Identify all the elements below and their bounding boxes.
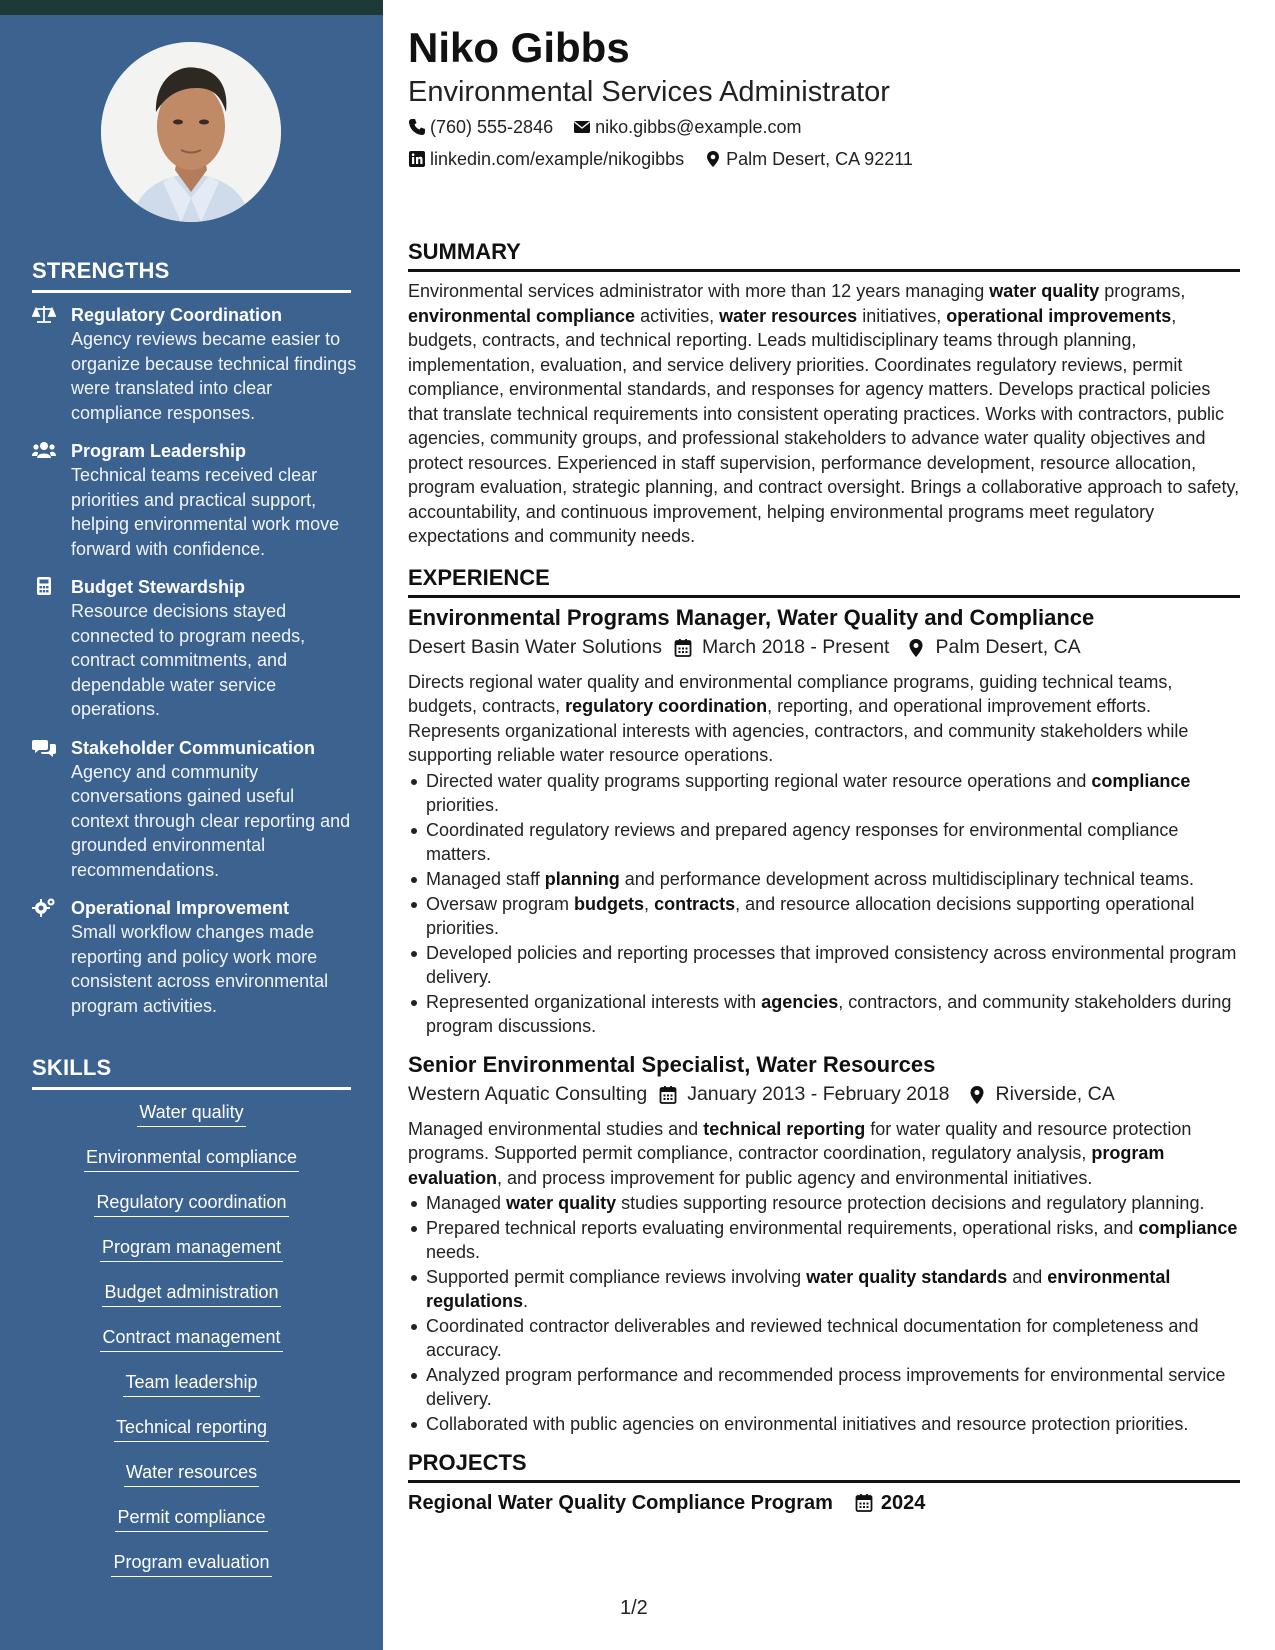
company — [408, 1083, 647, 1106]
calendar-icon — [659, 1085, 677, 1105]
skill-item — [32, 1371, 351, 1416]
bullet-item — [408, 1265, 1240, 1313]
bullet-item — [408, 941, 1240, 989]
strength-title: Budget Stewardship — [71, 577, 246, 597]
bullet-item — [408, 892, 1240, 940]
bullet-text-run: Coordinated contractor deliverables and reviewed technical documentation for completeness and accuracy. — [426, 1316, 1199, 1360]
phone-text: (760) 555-2846 — [430, 116, 554, 137]
skill-item — [32, 1236, 351, 1281]
bullet-item — [408, 818, 1240, 866]
strength-description: Agency reviews became easier to organize because technical findings were translated into clear compliance responses. — [71, 329, 357, 423]
project-year: 2024 — [880, 1491, 926, 1514]
calendar-icon — [855, 1493, 873, 1513]
company-name: Desert Basin Water Solutions — [408, 636, 662, 658]
skill-label: Budget administration — [102, 1281, 280, 1307]
bullet-item — [408, 1314, 1240, 1362]
bullet-text-run: Coordinated regulatory reviews and prepared agency responses for environmental compliance matters. — [426, 819, 1179, 864]
skill-item — [32, 1551, 351, 1596]
desc-keyword: program evaluation — [408, 1143, 1165, 1188]
bullet-item — [408, 1191, 1240, 1215]
contact-row — [408, 143, 1240, 175]
map-pin-icon — [907, 638, 925, 658]
job-location — [968, 1083, 1115, 1106]
desc-text-run: , and process improvement for public agency and environmental initiatives. — [497, 1167, 1093, 1188]
skills-list — [32, 1101, 351, 1596]
job-dates — [674, 636, 890, 659]
summary-keyword: environmental compliance — [408, 305, 636, 326]
bullet-item — [408, 990, 1240, 1038]
summary-text-run: initiatives, — [857, 305, 947, 326]
bullet-text-run: Managed — [426, 1193, 507, 1213]
bullet-text-run: , contractors, and community stakeholders during program discussions. — [426, 991, 1232, 1036]
skill-label: Team leadership — [123, 1371, 259, 1397]
email-text: niko.gibbs@example.com — [595, 116, 802, 137]
bullet-text-run: needs. — [426, 1242, 481, 1262]
bullet-keyword: compliance — [1091, 770, 1191, 791]
project-item — [408, 1487, 1240, 1519]
email-contact[interactable] — [573, 117, 801, 138]
skill-label: Technical reporting — [114, 1416, 269, 1442]
strength-description: Small workflow changes made reporting and policy work more consistent across environmental program activities. — [71, 922, 329, 1016]
strength-item — [32, 439, 357, 561]
bullet-text-run: Prepared technical reports evaluating environmental requirements, operational risks, and — [426, 1218, 1139, 1238]
calendar-icon — [674, 638, 692, 658]
candidate-name: Niko Gibbs — [408, 24, 630, 71]
skill-label: Environmental compliance — [84, 1146, 299, 1172]
bullet-text-run: Collaborated with public agencies on environmental initiatives and resource protection priorities. — [426, 1414, 1189, 1434]
strength-item — [32, 303, 357, 425]
projects-heading: PROJECTS — [408, 1450, 1240, 1483]
project-title: Regional Water Quality Compliance Program — [408, 1491, 833, 1514]
summary-paragraph — [408, 279, 1240, 549]
summary-keyword: water quality — [989, 281, 1100, 301]
skill-label: Water quality — [137, 1101, 245, 1127]
skill-label: Contract management — [100, 1326, 282, 1352]
comments-icon — [32, 737, 58, 757]
map-pin-icon — [968, 1085, 986, 1105]
experience-heading: EXPERIENCE — [408, 565, 1240, 598]
phone-icon — [408, 118, 426, 136]
desc-keyword: regulatory coordination — [565, 696, 768, 716]
bullet-item — [408, 867, 1240, 891]
job-dates — [659, 1083, 949, 1106]
strength-description: Agency and community conversations gained useful context through clear reporting and grounded environmental recommendations. — [71, 761, 351, 880]
bullet-item — [408, 1412, 1240, 1436]
skill-item — [32, 1281, 351, 1326]
skill-label: Regulatory coordination — [94, 1191, 288, 1217]
bullet-text-run: Supported permit compliance reviews involving — [426, 1267, 807, 1287]
company-name: Western Aquatic Consulting — [408, 1083, 648, 1105]
bullet-item — [408, 1216, 1240, 1264]
bullet-text-run: Managed staff — [426, 868, 545, 889]
job-location — [907, 636, 1080, 659]
linkedin-text: linkedin.com/example/nikogibbs — [430, 148, 685, 169]
phone-contact[interactable] — [408, 117, 553, 138]
skill-item — [32, 1461, 351, 1506]
strengths-list — [32, 303, 357, 1032]
balance-scale-icon — [32, 304, 58, 324]
bullet-text-run: , — [644, 893, 655, 914]
strength-title: Regulatory Coordination — [71, 305, 282, 325]
bullet-text-run: Directed water quality programs supporting regional water resource operations and — [426, 770, 1092, 791]
bullet-keyword: compliance — [1138, 1218, 1238, 1238]
linkedin-icon — [408, 150, 426, 168]
job-entry — [408, 1051, 1240, 1437]
bullet-keyword: environmental regulations — [426, 1267, 1171, 1311]
job-meta — [408, 1079, 1240, 1111]
summary-keyword: operational improvements — [946, 305, 1172, 326]
job-bullets — [408, 1191, 1240, 1436]
bullet-text-run: studies supporting resource protection decisions and regulatory planning. — [616, 1193, 1205, 1213]
bullet-item — [408, 1363, 1240, 1411]
desc-text-run: , reporting, and operational improvement efforts. Represents organizational interests with agencies, contractors, and community stakeholders while supporting reliable water resource operations. — [408, 696, 1189, 765]
main-content — [408, 22, 1240, 1519]
envelope-icon — [573, 118, 591, 136]
sidebar — [0, 15, 383, 1650]
profile-photo — [101, 42, 281, 222]
job-headline: Environmental Services Administrator — [408, 76, 890, 108]
strength-item — [32, 575, 357, 722]
desc-keyword: technical reporting — [703, 1118, 866, 1139]
job-title: Senior Environmental Specialist, Water Resources — [408, 1051, 936, 1077]
job-entry — [408, 604, 1240, 1038]
bullet-keyword: water quality — [506, 1193, 617, 1213]
dates-text: January 2013 - February 2018 — [687, 1083, 950, 1105]
job-meta — [408, 632, 1240, 664]
skill-label: Water resources — [124, 1461, 259, 1487]
summary-text-run: activities, — [635, 305, 720, 326]
bullet-keyword: contracts — [654, 893, 736, 914]
summary-keyword: water resources — [719, 305, 858, 326]
bullet-keyword: planning — [544, 868, 620, 889]
strength-description: Resource decisions stayed connected to program needs, contract commitments, and dependable water service operations. — [71, 601, 306, 719]
strengths-heading: STRENGTHS — [32, 258, 351, 293]
bullet-text-run: Analyzed program performance and recommended process improvements for environmental service delivery. — [426, 1365, 1226, 1409]
location-text: Riverside, CA — [995, 1083, 1115, 1105]
strength-item — [32, 736, 357, 883]
location-text: Palm Desert, CA 92211 — [726, 148, 913, 169]
bullet-text-run: and — [1007, 1267, 1048, 1287]
skill-item — [32, 1146, 351, 1191]
summary-text-run: programs, — [1099, 281, 1186, 301]
skill-label: Program management — [100, 1236, 283, 1262]
skill-label: Permit compliance — [115, 1506, 267, 1532]
bullet-text-run: . — [523, 1291, 529, 1311]
summary-text-run: , budgets, contracts, and technical reporting. Leads multidisciplinary teams through planning, implementation, evaluation, and service delivery priorities. Coordinates regulatory reviews, permit compliance, environmental standards, and responses for agency matters. Develops practical policies that translate technical requirements into consistent operating practices. Works with contractors, public agencies, community groups, and professional stakeholders to advance water quality objectives and protect resources. Experienced in staff supervision, performance development, resource allocation, program evaluation, strategic planning, and contract oversight. Brings a collaborative approach to safety, accountability, and continuous improvement, helping environmental programs meet regulatory expectations and community needs. — [408, 305, 1240, 546]
map-pin-icon — [704, 150, 722, 168]
skill-item — [32, 1101, 351, 1146]
users-icon — [32, 440, 58, 460]
location-text: Palm Desert, CA — [935, 636, 1081, 658]
desc-text-run: Directs regional water quality and environmental compliance programs, guiding technical teams, budgets, contracts, — [408, 671, 1173, 716]
top-accent-band — [0, 0, 383, 15]
summary-text-run: Environmental services administrator with more than 12 years managing — [408, 281, 990, 301]
desc-text-run: Managed environmental studies and — [408, 1118, 704, 1139]
bullet-text-run: and performance development across multidisciplinary technical teams. — [619, 868, 1195, 889]
bullet-keyword: budgets — [574, 893, 645, 914]
strength-item — [32, 896, 357, 1018]
job-description — [408, 670, 1240, 768]
skill-item — [32, 1416, 351, 1461]
linkedin-contact[interactable] — [408, 149, 684, 170]
bullet-text-run: priorities. — [426, 794, 500, 815]
bullet-keyword: agencies — [761, 991, 839, 1012]
calculator-icon — [32, 576, 58, 596]
company — [408, 636, 662, 659]
skill-item — [32, 1326, 351, 1371]
skill-item — [32, 1191, 351, 1236]
contact-row — [408, 111, 1240, 143]
gears-icon — [32, 897, 58, 917]
strength-title: Operational Improvement — [71, 898, 290, 918]
bullet-text-run: Developed policies and reporting processes that improved consistency across environmental program delivery. — [426, 942, 1237, 987]
skill-item — [32, 1506, 351, 1551]
strength-title: Program Leadership — [71, 441, 247, 461]
bullet-text-run: , and resource allocation decisions supporting operational priorities. — [426, 893, 1195, 938]
skill-label: Program evaluation — [111, 1551, 271, 1577]
bullet-item — [408, 769, 1240, 817]
strength-description: Technical teams received clear priorities and practical support, helping environmental work move forward with confidence. — [71, 465, 340, 559]
job-bullets — [408, 769, 1240, 1038]
location-contact — [704, 149, 913, 170]
bullet-keyword: water quality standards — [806, 1267, 1008, 1287]
page-number: 1/2 — [620, 1597, 648, 1619]
job-title: Environmental Programs Manager, Water Quality and Compliance — [408, 604, 1095, 630]
dates-text: March 2018 - Present — [701, 636, 890, 658]
bullet-text-run: Represented organizational interests with — [426, 991, 762, 1012]
job-description — [408, 1117, 1240, 1191]
skills-heading: SKILLS — [32, 1055, 351, 1090]
bullet-text-run: Oversaw program — [426, 893, 575, 914]
avatar — [101, 42, 281, 222]
summary-heading: SUMMARY — [408, 239, 1240, 272]
strength-title: Stakeholder Communication — [71, 737, 316, 758]
desc-text-run: for water quality and resource protection programs. Supported permit compliance, contractor coordination, regulatory analysis, — [408, 1118, 1192, 1163]
